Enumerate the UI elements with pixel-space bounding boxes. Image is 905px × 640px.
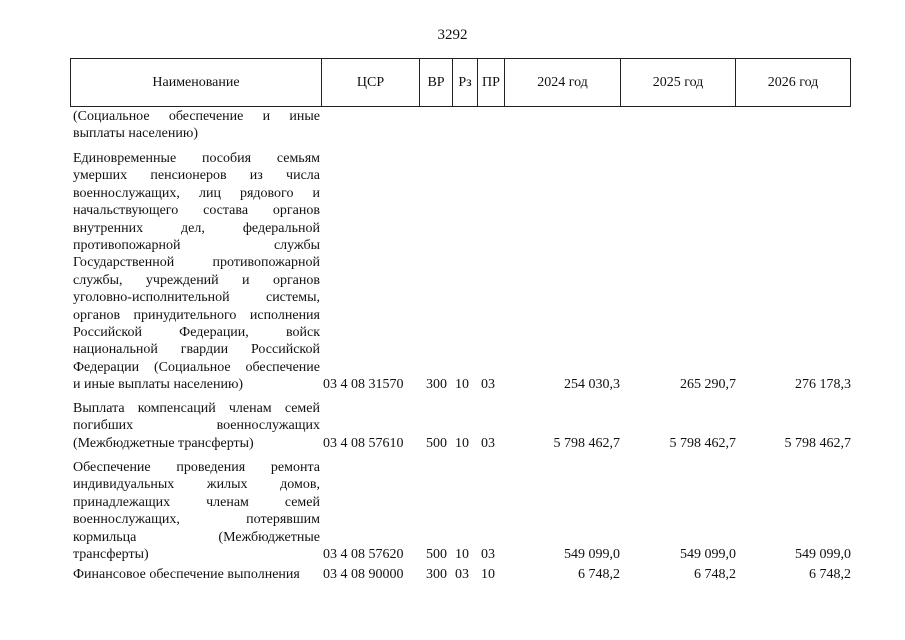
header-2026: 2026 год — [767, 74, 819, 90]
row-rz: 10 — [455, 377, 469, 393]
row-name — [73, 459, 320, 563]
row-pr: 03 — [481, 377, 495, 393]
row-value-2025: 265 290,7 — [680, 377, 736, 393]
row-name — [73, 566, 320, 583]
row-name-line: погибших военнослужащих — [73, 418, 320, 434]
header-vr: ВР — [420, 59, 453, 106]
row-name-line: Государственной противопожарной — [73, 255, 320, 271]
row-value-2025: 549 099,0 — [680, 547, 736, 562]
row-pr: 10 — [481, 567, 495, 582]
row-value-2026: 549 099,0 — [795, 547, 851, 562]
header-name: Наименование — [71, 59, 322, 106]
row-name-line: принадлежащих членам семей — [73, 494, 320, 510]
row-value-2024: 6 748,2 — [578, 567, 620, 582]
row-name-line: кормильца (Межбюджетные — [73, 529, 320, 545]
row-name — [73, 400, 320, 452]
row-name-line: органов принудительного исполнения — [73, 307, 320, 323]
row-name-line: (Межбюджетные трансферты) — [73, 435, 254, 451]
row-value-2026: 5 798 462,7 — [784, 435, 851, 451]
row-name-line: начальствующего состава органов — [73, 203, 320, 219]
row-name-line: умерших пенсионеров из числа — [73, 168, 320, 184]
row-value-2024: 5 798 462,7 — [553, 435, 620, 451]
header-pr: ПР — [478, 59, 505, 106]
row-value-2025: 5 798 462,7 — [669, 435, 736, 451]
row-name-line: Финансовое обеспечение выполнения — [73, 567, 300, 582]
row-name-line: Российской Федерации, войск — [73, 325, 320, 341]
row-name-line: выплаты населению) — [73, 126, 198, 142]
row-vr: 300 — [426, 567, 447, 582]
row-csr: 03 4 08 90000 — [323, 567, 404, 582]
header-2025: 2025 год — [621, 59, 736, 106]
row-name-line: военнослужащих, потерявшим — [73, 512, 320, 528]
row-value-2025: 6 748,2 — [694, 567, 736, 582]
row-rz: 10 — [455, 435, 469, 451]
row-value-2024: 549 099,0 — [564, 547, 620, 562]
row-vr: 300 — [426, 377, 447, 393]
row-rz: 03 — [455, 567, 469, 582]
row-csr: 03 4 08 57610 — [323, 435, 404, 451]
table-header — [70, 58, 851, 107]
row-name-line: Обеспечение проведения ремонта — [73, 460, 320, 475]
row-pr: 03 — [481, 547, 495, 562]
row-csr: 03 4 08 31570 — [323, 377, 404, 393]
row-name-line: индивидуальных жилых домов, — [73, 477, 320, 493]
row-csr: 03 4 08 57620 — [323, 547, 404, 562]
header-csr: ЦСР — [322, 59, 420, 106]
row-name-line: военнослужащих, лиц рядового и — [73, 185, 320, 201]
row-name-line: уголовно-исполнительной системы, — [73, 290, 320, 306]
row-name — [73, 108, 320, 143]
row-value-2026: 6 748,2 — [809, 567, 851, 582]
row-name-line: (Социальное обеспечение и иные — [73, 109, 320, 124]
row-name-line: национальной гвардии Российской — [73, 342, 320, 358]
row-value-2026: 276 178,3 — [795, 377, 851, 393]
row-value-2024: 254 030,3 — [564, 377, 620, 393]
page-number: 3292 — [437, 27, 468, 43]
row-vr: 500 — [426, 435, 447, 451]
row-name-line: внутренних дел, федеральной — [73, 220, 320, 236]
row-name-line: службы, учреждений и органов — [73, 272, 320, 288]
row-vr: 500 — [426, 547, 447, 562]
header-2024: 2024 год — [505, 59, 621, 106]
row-rz: 10 — [455, 547, 469, 562]
row-name-line: и иные выплаты населению) — [73, 377, 244, 393]
row-name-line: Выплата компенсаций членам семей — [73, 401, 320, 416]
row-name-line: Федерации (Социальное обеспечение — [73, 359, 320, 375]
row-name-line: противопожарной службы — [73, 238, 320, 254]
header-rz: Рз — [453, 59, 478, 106]
row-pr: 03 — [481, 435, 495, 451]
row-name-line: трансферты) — [73, 547, 149, 563]
row-name-line: Единовременные пособия семьям — [73, 151, 320, 166]
row-name — [73, 150, 320, 394]
